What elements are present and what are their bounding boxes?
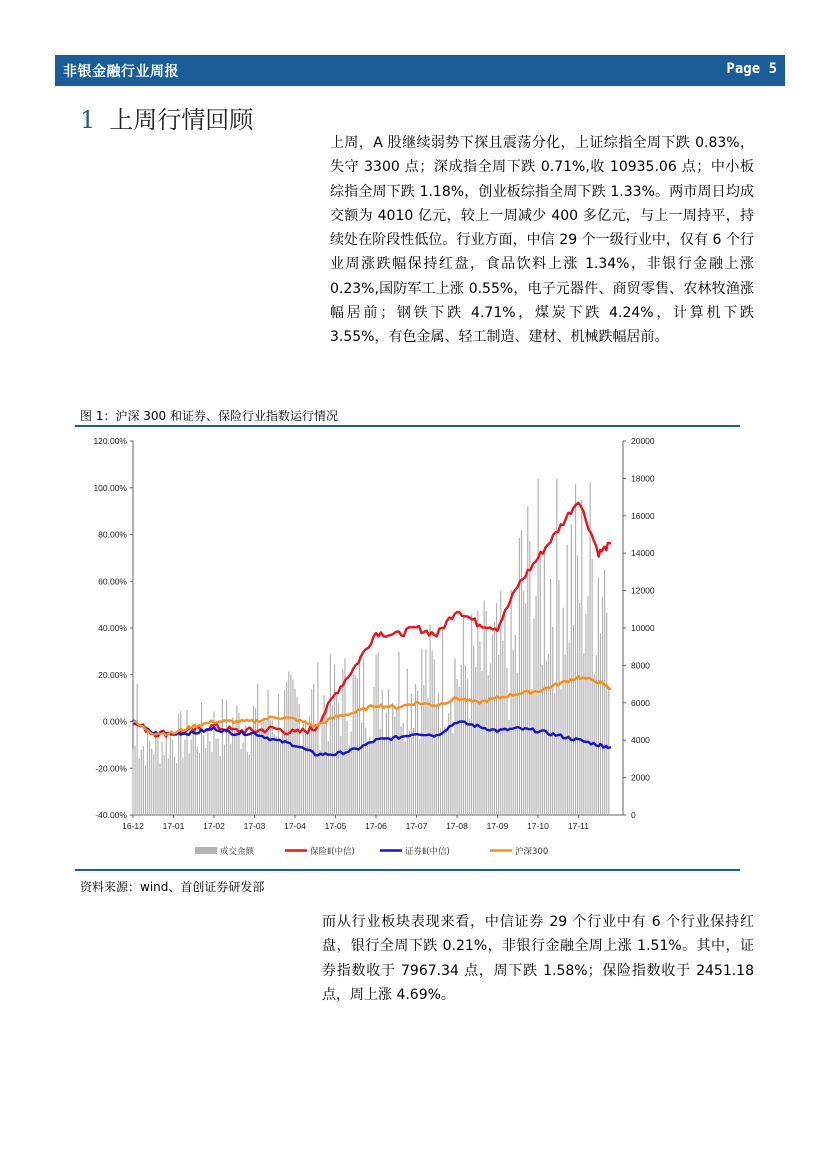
volume-bar	[155, 730, 156, 815]
x-tick-label: 17-09	[486, 821, 509, 831]
left-tick-label: 80.00%	[98, 529, 127, 540]
volume-bar	[182, 758, 183, 815]
volume-bar	[394, 717, 395, 815]
volume-bar	[286, 682, 287, 815]
volume-bar	[504, 613, 505, 815]
page-number: Page 5	[726, 61, 777, 77]
volume-bar	[172, 740, 173, 815]
volume-bar	[259, 732, 260, 815]
volume-bar	[450, 698, 451, 815]
volume-bar	[565, 655, 566, 815]
volume-bar	[533, 618, 534, 815]
volume-bar	[348, 745, 349, 815]
volume-bar	[199, 753, 200, 815]
legend-label: 成交金额	[220, 847, 255, 857]
left-tick-label: 120.00%	[93, 436, 127, 446]
left-tick-label: 40.00%	[98, 623, 127, 633]
volume-bar	[535, 596, 536, 815]
legend-label: 沪深300	[515, 847, 549, 857]
volume-bar	[587, 596, 588, 815]
volume-bar	[490, 664, 491, 815]
insurance-index-line	[133, 503, 611, 737]
figure-source: 资料来源：wind、首创证券研发部	[80, 880, 265, 894]
volume-bar	[525, 604, 526, 815]
volume-bar	[405, 742, 406, 815]
volume-bar	[492, 634, 493, 815]
volume-bar	[484, 600, 485, 815]
volume-bar	[346, 721, 347, 815]
volume-bar	[328, 741, 329, 815]
volume-bar	[188, 753, 189, 815]
volume-bar	[425, 650, 426, 815]
left-tick-label: 0.00%	[102, 716, 127, 727]
right-tick-label: 10000	[631, 623, 655, 633]
volume-bar	[579, 603, 580, 815]
hs300-index-line	[133, 676, 611, 735]
volume-bar	[180, 711, 181, 815]
volume-bar	[471, 614, 472, 815]
volume-bar	[523, 591, 524, 815]
volume-bar	[452, 733, 453, 815]
volume-bar	[205, 748, 206, 815]
volume-bar	[562, 608, 563, 815]
volume-bar	[475, 667, 476, 815]
x-tick-label: 16-12	[122, 821, 144, 831]
figure-bottom-rule	[75, 869, 740, 871]
volume-bar	[494, 622, 495, 815]
volume-bar	[585, 614, 586, 815]
volume-bar	[569, 643, 570, 815]
volume-bar	[390, 736, 391, 815]
volume-bar	[357, 678, 358, 815]
volume-bar	[531, 689, 532, 815]
volume-bar	[270, 720, 271, 815]
volume-bar	[573, 625, 574, 815]
x-tick-label: 17-07	[405, 821, 428, 831]
volume-bar	[596, 655, 597, 815]
volume-bar	[195, 724, 196, 815]
volume-bar	[567, 545, 568, 815]
index-performance-chart	[75, 432, 740, 872]
volume-bar	[421, 649, 422, 815]
x-tick-label: 17-05	[324, 821, 347, 831]
right-tick-label: 0	[631, 810, 636, 820]
volume-bar	[307, 733, 308, 815]
figure-top-rule	[75, 425, 740, 427]
volume-bar	[191, 740, 192, 815]
volume-bar	[592, 559, 593, 815]
volume-bar	[147, 728, 148, 815]
volume-bar	[375, 655, 376, 815]
volume-bar	[143, 746, 144, 815]
market-review-paragraph: 上周，A 股继续弱势下探且震荡分化，上证综指全周下跌 0.83%，失守 3300 点；深成指全周下跌 0.71%,收 10935.06 点；中小板综指全周下跌 1.18%，创业板综指全周下跌 1.33%。两市周日均成交额为 4010 亿元，较上一周减少 400 多亿元，与上一周持平，持续处在阶段性低位。行业方面，中信 29 个一级行业中，仅有 6 个行业周涨跌幅保持红盘，食品饮料上涨 1.34%，非银行金融上涨 0.23%,国防军工上涨 0.55%，电子元器件、商贸零售、农林牧渔涨幅居前；钢铁下跌 4.71%，煤炭下跌 4.24%，计算机下跌 3.55%，有色金属、轻工制造、建材、机械跌幅居前。	[330, 135, 754, 346]
volume-bar	[429, 625, 430, 815]
volume-bar	[164, 755, 165, 815]
left-tick-label: -20.00%	[95, 763, 127, 774]
volume-bar	[552, 627, 553, 815]
volume-bar	[234, 731, 235, 815]
volume-bar	[411, 694, 412, 815]
volume-bar	[139, 759, 140, 815]
volume-bar	[245, 726, 246, 815]
volume-bar	[334, 664, 335, 815]
volume-bar	[168, 758, 169, 815]
volume-bar	[359, 656, 360, 815]
volume-bar	[209, 741, 210, 815]
report-title: 非银金融行业周报	[63, 64, 179, 80]
volume-bar	[238, 713, 239, 815]
legend-label: 证券Ⅱ(中信)	[405, 847, 450, 857]
volume-bar	[371, 743, 372, 815]
volume-bar	[280, 744, 281, 815]
right-tick-label: 16000	[631, 510, 655, 521]
x-tick-label: 17-10	[527, 821, 549, 831]
volume-bar	[137, 684, 138, 815]
volume-bar	[442, 627, 443, 815]
volume-bar	[342, 669, 343, 815]
volume-bar	[313, 684, 314, 815]
x-tick-label: 17-06	[365, 821, 387, 831]
volume-bar	[338, 703, 339, 815]
header-bar	[55, 55, 785, 86]
volume-bar	[454, 659, 455, 815]
volume-bar	[361, 722, 362, 815]
volume-bar	[538, 479, 539, 815]
volume-bar	[240, 749, 241, 815]
volume-bar	[396, 709, 397, 815]
volume-bar	[508, 720, 509, 815]
volume-bar	[340, 736, 341, 815]
x-tick-label: 17-02	[203, 821, 225, 831]
volume-bar	[398, 652, 399, 815]
volume-bar	[203, 735, 204, 815]
volume-bar	[465, 665, 466, 815]
volume-bar	[571, 524, 572, 815]
volume-bar	[463, 616, 464, 815]
volume-bar	[546, 661, 547, 815]
volume-bar	[294, 689, 295, 815]
volume-bar	[498, 655, 499, 815]
sector-performance-paragraph: 而从行业板块表现来看，中信证券 29 个行业中有 6 个行业保持红盘，银行全周下跌 0.21%，非银行金融全周上涨 1.51%。其中，证券指数收于 7967.34 点，周下跌 1.58%；保险指数收于 2451.18 点，周上涨 4.69%。	[322, 914, 754, 1003]
volume-bar	[149, 741, 150, 815]
volume-bar	[230, 744, 231, 815]
volume-bar	[409, 731, 410, 815]
left-tick-label: 60.00%	[98, 576, 127, 587]
volume-bar	[174, 756, 175, 815]
volume-bar	[384, 738, 385, 815]
right-tick-label: 18000	[631, 473, 655, 484]
volume-bar	[506, 668, 507, 815]
x-tick-label: 17-08	[446, 821, 468, 831]
volume-bar	[606, 613, 607, 815]
volume-bar	[220, 756, 221, 815]
volume-bar	[427, 698, 428, 815]
volume-bar	[432, 650, 433, 815]
volume-bar	[267, 690, 268, 815]
volume-bar	[317, 662, 318, 815]
volume-bar	[211, 752, 212, 815]
left-tick-label: 100.00%	[93, 482, 127, 493]
right-tick-label: 6000	[631, 697, 650, 708]
right-tick-label: 14000	[631, 548, 655, 559]
right-tick-label: 2000	[631, 772, 650, 783]
right-tick-label: 20000	[631, 436, 655, 446]
section-title: 上周行情回顾	[109, 106, 254, 134]
volume-bar	[228, 728, 229, 815]
volume-bar	[303, 724, 304, 815]
volume-bar	[382, 690, 383, 815]
volume-bar	[556, 479, 557, 815]
volume-bar	[232, 718, 233, 815]
x-tick-label: 17-11	[567, 821, 590, 831]
volume-bar	[363, 659, 364, 815]
volume-bar	[560, 690, 561, 815]
volume-bar	[265, 722, 266, 815]
right-tick-label: 12000	[631, 585, 655, 596]
volume-bar	[444, 727, 445, 815]
volume-bar	[367, 742, 368, 815]
volume-bar	[488, 675, 489, 815]
volume-bar	[274, 734, 275, 815]
volume-bar	[282, 732, 283, 815]
volume-bar	[413, 728, 414, 815]
volume-bar	[392, 703, 393, 815]
volume-bar	[247, 752, 248, 815]
volume-bar	[176, 763, 177, 815]
volume-bar	[141, 749, 142, 815]
x-tick-label: 17-03	[243, 821, 266, 831]
volume-bar	[407, 669, 408, 815]
volume-bar	[276, 736, 277, 815]
volume-bar	[184, 740, 185, 815]
volume-bar	[419, 739, 420, 815]
volume-bar	[486, 611, 487, 815]
volume-bar	[330, 654, 331, 815]
volume-bar	[365, 728, 366, 815]
volume-bar	[386, 713, 387, 815]
volume-bar	[222, 699, 223, 815]
right-tick-label: 8000	[631, 660, 650, 671]
volume-bar	[297, 697, 298, 815]
volume-bar	[519, 538, 520, 815]
volume-bar	[186, 710, 187, 815]
volume-bar	[353, 675, 354, 815]
volume-bar	[178, 714, 179, 815]
volume-bar	[558, 580, 559, 815]
volume-bar	[151, 749, 152, 815]
figure-caption: 图 1：沪深 300 和证券、保险行业指数运行情况	[80, 409, 338, 423]
volume-bar	[380, 728, 381, 815]
volume-bar	[224, 745, 225, 815]
volume-bar	[249, 755, 250, 815]
x-tick-label: 17-04	[284, 821, 306, 831]
volume-bar	[326, 708, 327, 815]
volume-bar	[278, 694, 279, 815]
volume-bar	[438, 693, 439, 815]
volume-bar	[157, 735, 158, 815]
volume-bar	[319, 750, 320, 815]
volume-bar	[400, 726, 401, 815]
volume-bar	[243, 742, 244, 815]
left-tick-label: -40.00%	[95, 810, 127, 820]
volume-bar	[134, 746, 135, 815]
volume-bar	[608, 686, 609, 815]
volume-bar	[436, 705, 437, 815]
volume-bar	[145, 765, 146, 815]
volume-bar	[159, 764, 160, 815]
volume-bar	[193, 731, 194, 815]
volume-bar	[440, 728, 441, 815]
volume-bar	[355, 675, 356, 815]
x-tick-label: 17-01	[162, 821, 185, 831]
volume-bar	[502, 641, 503, 815]
volume-bar	[575, 484, 576, 815]
legend-swatch	[195, 847, 217, 854]
volume-bar	[511, 590, 512, 815]
volume-bar	[272, 720, 273, 815]
section-number: 1	[80, 106, 96, 134]
volume-bar	[473, 645, 474, 815]
volume-bar	[542, 665, 543, 815]
volume-bar	[197, 747, 198, 815]
volume-bar	[540, 552, 541, 815]
volume-bar	[527, 506, 528, 815]
volume-bar	[216, 739, 217, 815]
volume-bar	[369, 737, 370, 815]
section-heading	[80, 100, 253, 135]
volume-bar	[600, 633, 601, 815]
volume-bar	[301, 751, 302, 815]
volume-bar	[481, 671, 482, 815]
volume-bar	[477, 611, 478, 815]
volume-bar	[161, 742, 162, 815]
volume-bar	[577, 556, 578, 815]
volume-bar	[604, 570, 605, 815]
volume-bar	[321, 717, 322, 815]
volume-bar	[550, 579, 551, 815]
volume-bar	[351, 732, 352, 815]
volume-bar	[602, 596, 603, 815]
volume-bar	[459, 687, 460, 815]
legend-label: 保险Ⅱ(中信)	[310, 847, 355, 857]
volume-bar	[544, 547, 545, 815]
volume-bar	[132, 749, 133, 815]
volume-bar	[581, 500, 582, 815]
volume-bar	[251, 727, 252, 815]
volume-bar	[529, 541, 530, 815]
volume-bar	[417, 691, 418, 815]
volume-bar	[446, 729, 447, 815]
volume-bar	[332, 705, 333, 815]
right-tick-label: 4000	[631, 735, 650, 746]
volume-bar	[284, 690, 285, 815]
volume-bar	[598, 577, 599, 815]
volume-bar	[201, 703, 202, 815]
volume-bar	[218, 738, 219, 815]
volume-bar	[513, 650, 514, 815]
volume-bar	[166, 732, 167, 815]
volume-bar	[496, 603, 497, 815]
left-tick-label: 20.00%	[98, 669, 127, 680]
volume-bar	[226, 700, 227, 815]
volume-bar	[207, 728, 208, 815]
volume-bar	[170, 737, 171, 815]
volume-bar	[521, 530, 522, 815]
volume-bar	[153, 754, 154, 815]
volume-bar	[378, 653, 379, 815]
volume-bar	[315, 727, 316, 815]
volume-bar	[469, 719, 470, 815]
volume-bar	[461, 665, 462, 815]
volume-bar	[515, 635, 516, 815]
volume-bar	[305, 720, 306, 815]
volume-bar	[257, 684, 258, 815]
volume-bar	[554, 693, 555, 815]
volume-bar	[255, 708, 256, 815]
